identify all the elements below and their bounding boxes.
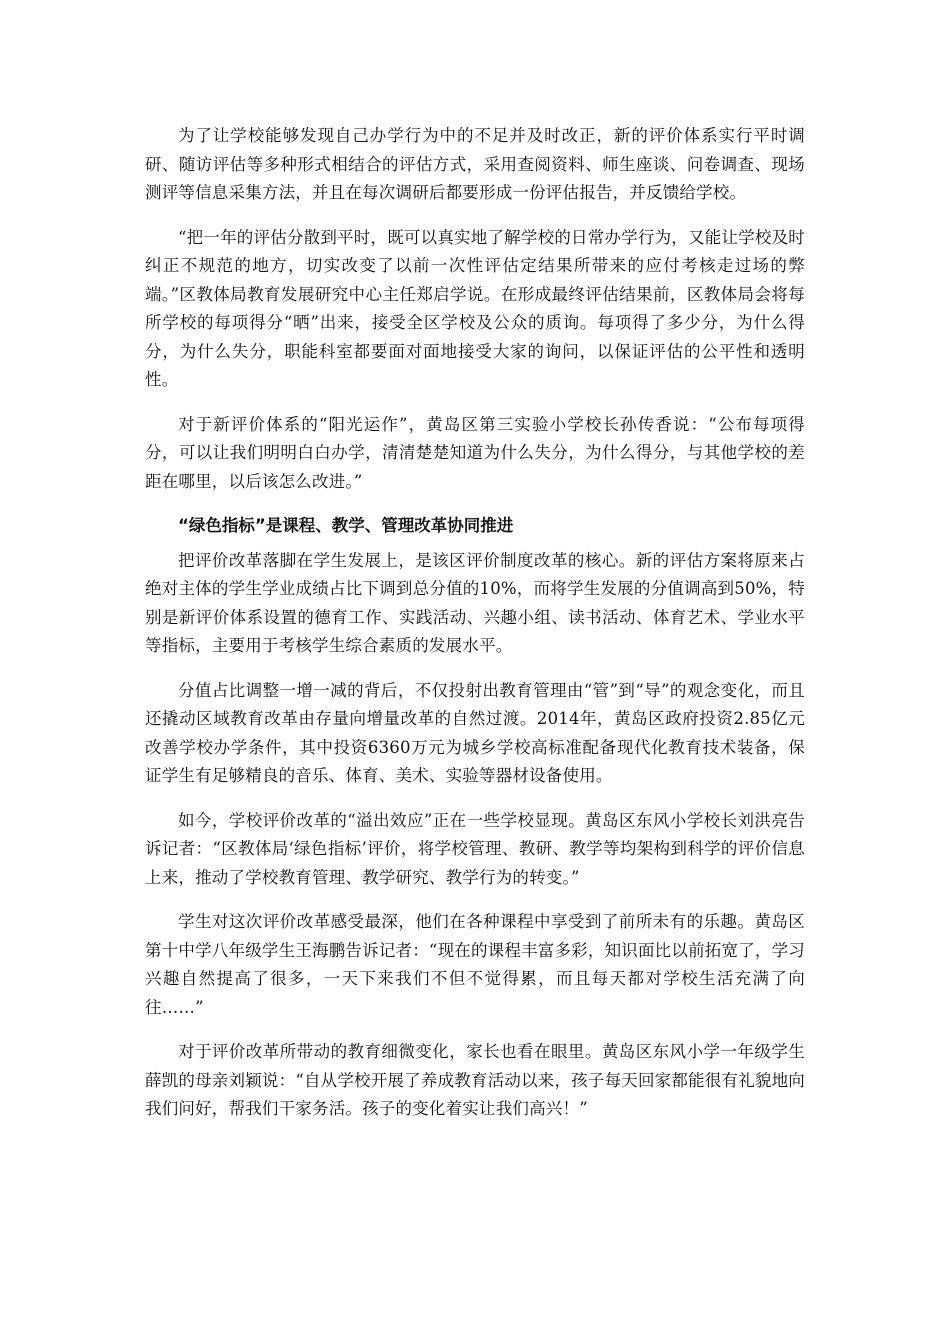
document-body (145, 122, 805, 1140)
paragraph-sunshine-operation: 对于新评价体系的“阳光运作”，黄岛区第三实验小学校长孙传香说：“公布每项得分，可以让我们明明白白办学，清清楚楚知道为什么失分，为什么得分，与其他学校的差距在哪里，以后该怎么改进。” (145, 414, 805, 491)
paragraph-distributed-assessment: “把一年的评估分散到平时，既可以真实地了解学校的日常办学行为，又能让学校及时纠正不规范的地方，切实改变了以前一次性评估定结果所带来的应付考核走过场的弊端。”区教体局教育发展研究中心主任郑启学说。在形成最终评估结果前，区教体局会将每所学校的每项得分“晒”出来，接受全区学校及公众的质询。每项得了多少分，为什么得分，为什么失分，职能科室都要面对面地接受大家的询问，以保证评估的公平性和透明性。 (145, 227, 805, 389)
paragraph-investment: 分值占比调整一增一减的背后，不仅投射出教育管理由“管”到“导”的观念变化，而且还撬动区域教育改革由存量向增量改革的自然过渡。2014年，黄岛区政府投资2.85亿元改善学校办学条件，其中投资6360万元为城乡学校高标准配备现代化教育技术装备，保证学生有足够精良的音乐、体育、美术、实验等器材设备使用。 (145, 680, 805, 785)
paragraph-student-feedback: 学生对这次评价改革感受最深，他们在各种课程中享受到了前所未有的乐趣。黄岛区第十中学八年级学生王海鹏告诉记者：“现在的课程丰富多彩，知识面比以前拓宽了，学习兴趣自然提高了很多，一天下来我们不但不觉得累，而且每天都对学校生活充满了向往……” (145, 912, 805, 1017)
paragraph-student-development: 把评价改革落脚在学生发展上，是该区评价制度改革的核心。新的评估方案将原来占绝对主体的学生学业成绩占比下调到总分值的10%，而将学生发展的分值调高到50%，特别是新评价体系设置的德育工作、实践活动、兴趣小组、读书活动、体育艺术、学业水平等指标，主要用于考核学生综合素质的发展水平。 (145, 550, 805, 655)
paragraph-spillover-effect: 如今，学校评价改革的“溢出效应”正在一些学校显现。黄岛区东风小学校长刘洪亮告诉记者：“区教体局‘绿色指标’评价，将学校管理、教研、教学等均架构到科学的评价信息上来，推动了学校教育管理、教学研究、教学行为的转变。” (145, 810, 805, 887)
paragraph-parent-feedback: 对于评价改革所带动的教育细微变化，家长也看在眼里。黄岛区东风小学一年级学生薛凯的母亲刘颖说：“自从学校开展了养成教育活动以来，孩子每天回家都能很有礼貌地向我们问好，帮我们干家务活。孩子的变化着实让我们高兴！” (145, 1042, 805, 1118)
paragraph-evaluation-methods: 为了让学校能够发现自己办学行为中的不足并及时改正，新的评价体系实行平时调研、随访评估等多种形式相结合的评估方式，采用查阅资料、师生座谈、问卷调查、现场测评等信息采集方法，并且在每次调研后都要形成一份评估报告，并反馈给学校。 (145, 126, 805, 202)
section-heading: “绿色指标”是课程、教学、管理改革协同推进 (178, 516, 514, 535)
